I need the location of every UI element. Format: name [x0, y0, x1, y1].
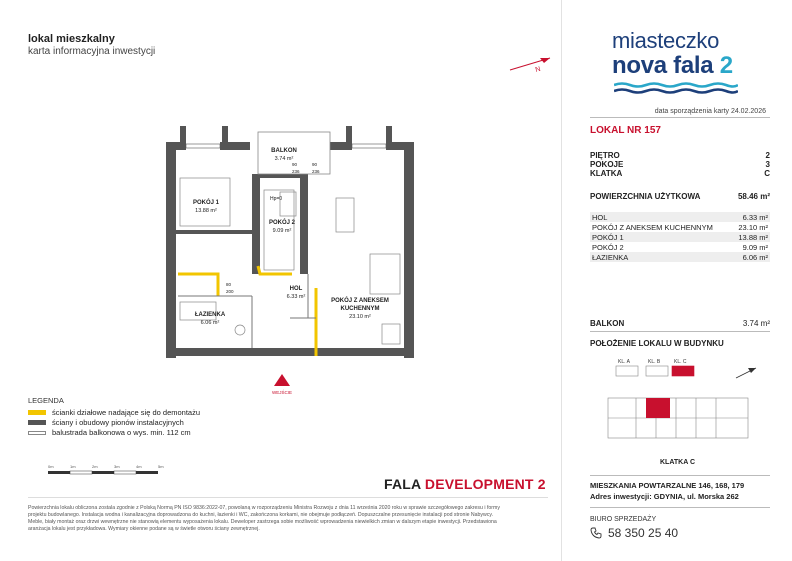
room-row: ŁAZIENKA 6.06 m² [592, 252, 768, 262]
svg-text:1m: 1m [70, 464, 76, 469]
plan-lazienka-area: 6.06 m² [200, 320, 220, 326]
rooms-row: POKOJE 3 [590, 160, 770, 169]
plan-dim-4: 236 [292, 169, 300, 174]
plan-dim-3: 90 [292, 162, 298, 167]
location-title: POŁOŻENIE LOKALU W BUDYNKU [590, 339, 724, 348]
svg-text:3m: 3m [114, 464, 120, 469]
plan-hol-area: 6.33 m² [286, 294, 306, 300]
svg-text:4m: 4m [136, 464, 142, 469]
disclaimer-text: Powierzchnia lokalu obliczona zostala zgodnie z Polską Normą PN ISO 9836:2022-07, powolaną w rozporządzeniu Ministra Rozwoju z dnia 11 września 2020 roku w sprawie szczegółowego zakresu i formy projektu budowlanego. Instalacja wodna i kanalizacyjna doprowadzona do kuchni, łazienki i WC, zakończona korkami, nie obejmuje podłączeń. Dopuszczalne przesunięcie instalacji pod stronie Nabywcy. Meble, biały montaż oraz drzwi wewnętrzne nie stanowią elementu wyposażenia lokalu. Deweloper zastrzega sobie możliwość wprowadzenia niewielkich zmian w dalszym etapie inwestycji. Przedstawiona aranżacja lokalu jest przykładowa. Wymiary okienne podane są w świetle otworu ściany zewnętrznej. [28, 505, 500, 532]
staircase-c-label: KL. C [674, 359, 687, 365]
floor-row: PIĘTRO 2 [590, 151, 770, 160]
plan-salon-label-2: KUCHENNYM [340, 306, 380, 312]
svg-text:0m: 0m [48, 464, 54, 469]
plan-salon-area: 23.10 m² [349, 314, 371, 320]
staircase-b-label: KL. B [648, 359, 661, 365]
plan-dim-2: 200 [226, 289, 234, 294]
divider-line [590, 331, 770, 332]
legend-item: balustrada balkonowa o wys. min. 112 cm [28, 428, 191, 437]
repeated-units: MIESZKANIA POWTARZALNE 146, 168, 179 [590, 481, 745, 490]
divider-line [28, 497, 548, 498]
legend-item: ściany i obudowy pionów instalacyjnych [28, 418, 184, 427]
investment-address: Adres inwestycji: GDYNIA, ul. Morska 262 [590, 492, 739, 501]
balcony-row: BALKON 3.74 m² [590, 319, 770, 328]
staircase-row: KLATKA C [590, 169, 770, 178]
room-row: HOL 6.33 m² [592, 212, 768, 222]
staircase-a-label: KL. A [618, 359, 630, 365]
plan-pokoj2-area: 9.09 m² [272, 228, 292, 234]
plan-pokoj1-label: POKÓJ 1 [192, 200, 220, 206]
logo-line-2: nova fala 2 [612, 52, 733, 79]
svg-text:5m: 5m [158, 464, 164, 469]
plan-pokoj1-area: 13.88 m² [195, 208, 217, 214]
location-caption: KLATKA C [660, 459, 695, 466]
svg-text:N: N [534, 65, 542, 74]
room-row: POKÓJ 2 9.09 m² [592, 242, 768, 252]
entrance-icon [274, 374, 290, 386]
plan-dim-5: 90 [312, 162, 318, 167]
logo-waves-icon [614, 82, 738, 94]
plan-salon-label-1: POKÓJ Z ANEKSEM [331, 298, 389, 304]
legend-item: ścianki działowe nadające się do demontażu [28, 408, 200, 417]
usable-area-row: POWIERZCHNIA UŻYTKOWA 58.46 m² [590, 192, 770, 201]
card-date: data sporządzenia karty 24.02.2026 [654, 108, 766, 115]
plan-entrance-label: WEJŚCIE [271, 390, 293, 395]
plan-dim-1: 80 [226, 282, 232, 287]
column-divider [561, 0, 562, 561]
plan-balkon-area: 3.74 m² [274, 156, 294, 162]
phone-icon [590, 527, 602, 539]
scale-bar [28, 464, 168, 478]
divider-line [590, 507, 770, 508]
sales-phone[interactable]: 58 350 25 40 [590, 526, 678, 540]
logo-line-1: miasteczko [612, 28, 720, 53]
document-title: lokal mieszkalny [28, 33, 115, 45]
divider-line [590, 117, 770, 118]
room-row: POKÓJ 1 13.88 m² [592, 232, 768, 242]
plan-balkon-label: BALKON [271, 148, 297, 154]
sales-office-label: BIURO SPRZEDAŻY [590, 516, 657, 523]
room-row: POKÓJ Z ANEKSEM KUCHENNYM 23.10 m² [592, 222, 768, 232]
svg-text:2m: 2m [92, 464, 98, 469]
unit-number: LOKAL NR 157 [590, 125, 661, 136]
plan-hol-label: HOL [289, 286, 303, 292]
developer-brand: FALA DEVELOPMENT 2 [384, 476, 546, 492]
plan-lazienka-label: ŁAZIENKA [194, 312, 226, 318]
document-subtitle: karta informacyjna inwestycji [28, 46, 156, 57]
plan-hp-label: Hp=0 [270, 196, 283, 202]
plan-dim-6: 236 [312, 169, 320, 174]
divider-line [590, 475, 770, 476]
building-location-plan [596, 354, 772, 458]
plan-pokoj2-label: POKÓJ 2 [268, 220, 296, 226]
north-arrow-icon [506, 52, 556, 76]
floor-plan [160, 118, 420, 398]
legend-title: LEGENDA [28, 396, 64, 405]
